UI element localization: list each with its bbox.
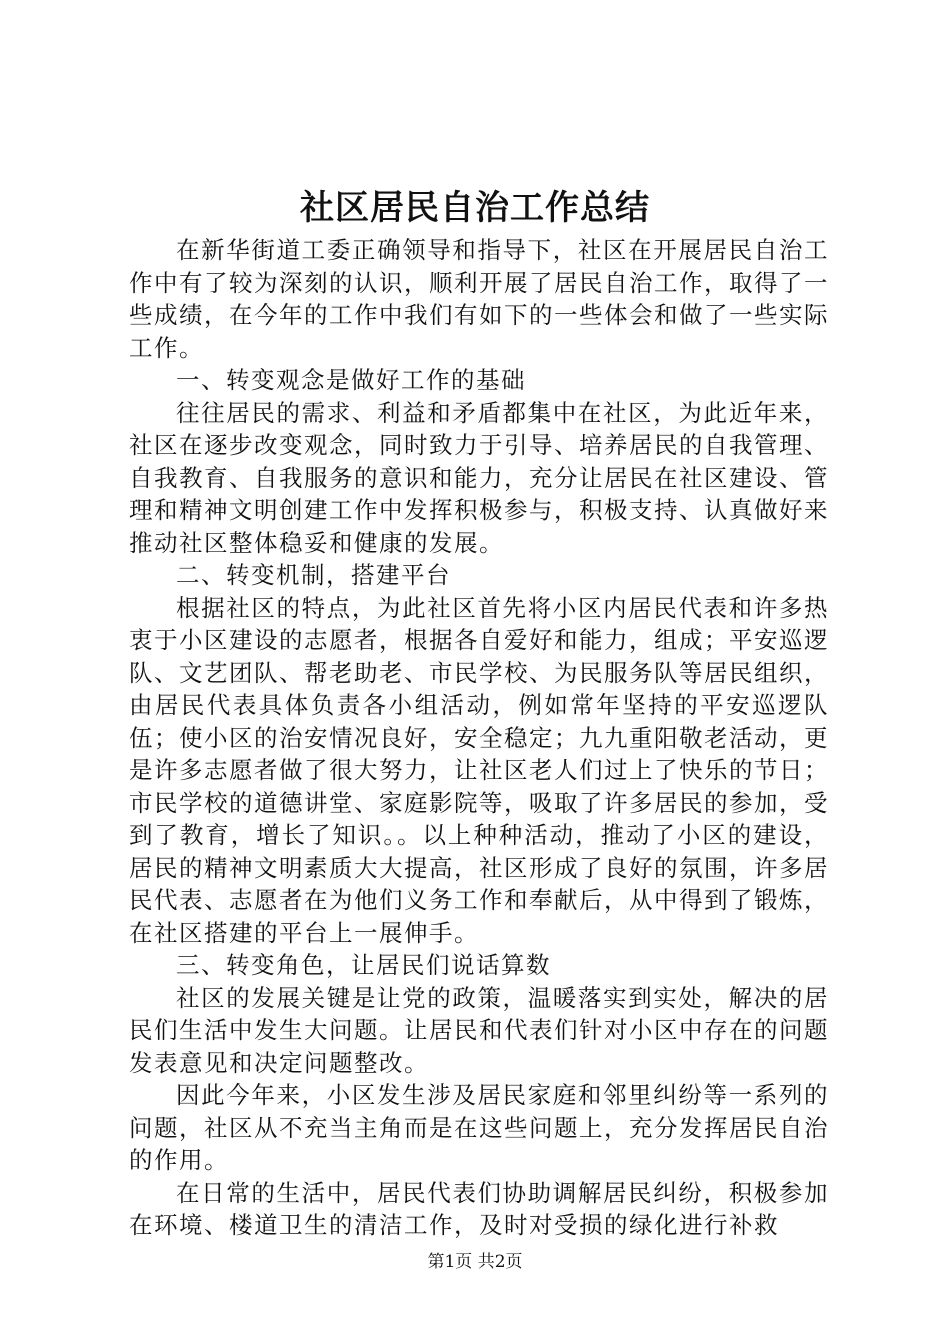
document-title: 社区居民自治工作总结	[300, 188, 650, 228]
page-number-footer: 第1页 共2页	[427, 1252, 523, 1272]
paragraph-section-3b: 因此今年来，小区发生涉及居民家庭和邻里纠纷等一系列的问题，社区从不充当主角而是在这些问题上，充分发挥居民自治的作用。	[129, 1081, 829, 1174]
paragraph-section-2: 根据社区的特点，为此社区首先将小区内居民代表和许多热衷于小区建设的志愿者，根据各自爱好和能力，组成；平安巡逻队、文艺团队、帮老助老、市民学校、为民服务队等居民组织，由居民代表具体负责各小组活动，例如常年坚持的平安巡逻队伍；使小区的治安情况良好，安全稳定；九九重阳敬老活动，更是许多志愿者做了很大努力，让社区老人们过上了快乐的节日；市民学校的道德讲堂、家庭影院等，吸取了许多居民的参加，受到了教育，增长了知识。。以上种种活动，推动了小区的建设，居民的精神文明素质大大提高，社区形成了良好的氛围，许多居民代表、志愿者在为他们义务工作和奉献后，从中得到了锻炼，在社区搭建的平台上一展伸手。	[129, 593, 829, 947]
paragraph-section-3a: 社区的发展关键是让党的政策，温暖落实到实处，解决的居民们生活中发生大问题。让居民和代表们针对小区中存在的问题发表意见和决定问题整改。	[129, 983, 829, 1077]
paragraph-section-3c: 在日常的生活中，居民代表们协助调解居民纠纷，积极参加在环境、楼道卫生的清洁工作，及时对受损的绿化进行补救	[129, 1178, 829, 1239]
document-body	[129, 234, 829, 1242]
section-heading-1: 一、转变观念是做好工作的基础	[176, 366, 526, 394]
section-heading-3: 三、转变角色，让居民们说话算数	[176, 951, 551, 979]
paragraph-intro: 在新华街道工委正确领导和指导下，社区在开展居民自治工作中有了较为深刻的认识，顺利开展了居民自治工作，取得了一些成绩，在今年的工作中我们有如下的一些体会和做了一些实际工作。	[129, 236, 829, 362]
section-heading-2: 二、转变机制，搭建平台	[176, 561, 451, 589]
paragraph-section-1: 往往居民的需求、利益和矛盾都集中在社区，为此近年来，社区在逐步改变观念，同时致力于引导、培养居民的自我管理、自我教育、自我服务的意识和能力，充分让居民在社区建设、管理和精神文明创建工作中发挥积极参与，积极支持、认真做好来推动社区整体稳妥和健康的发展。	[129, 398, 829, 557]
